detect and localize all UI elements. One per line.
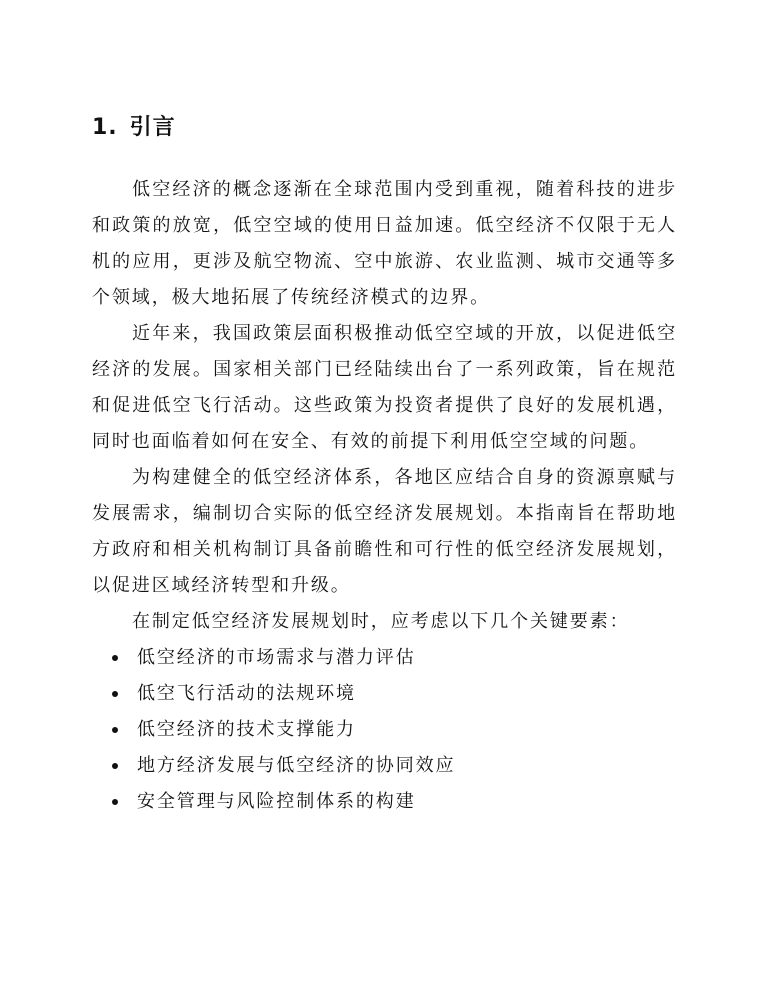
paragraph: 在制定低空经济发展规划时，应考虑以下几个关键要素： bbox=[132, 611, 630, 632]
bullet-dot-icon bbox=[112, 763, 118, 769]
list-item bbox=[92, 784, 677, 820]
list-item-text: 安全管理与风险控制体系的构建 bbox=[137, 791, 416, 812]
list-item-text: 低空飞行活动的法规环境 bbox=[137, 683, 356, 704]
list-item-text: 低空经济的市场需求与潜力评估 bbox=[137, 647, 416, 668]
paragraph: 为构建健全的低空经济体系，各地区应结合自身的资源禀赋与发展需求，编制切合实际的低空经济发展规划。本指南旨在帮助地方政府和相关机构制订具备前瞻性和可行性的低空经济发展规划，以促进区域经济转型和升级。 bbox=[92, 467, 677, 596]
section-title: 引言 bbox=[129, 115, 176, 140]
paragraph: 低空经济的概念逐渐在全球范围内受到重视，随着科技的进步和政策的放宽，低空空域的使用日益加速。低空经济不仅限于无人机的应用，更涉及航空物流、空中旅游、农业监测、城市交通等多个领域，极大地拓展了传统经济模式的边界。 bbox=[92, 179, 677, 308]
list-item bbox=[92, 712, 677, 748]
list-item bbox=[92, 676, 677, 712]
bullet-dot-icon bbox=[112, 727, 118, 733]
list-item bbox=[92, 640, 677, 676]
bullet-list bbox=[92, 640, 677, 820]
document-body bbox=[92, 172, 677, 820]
section-number: 1. bbox=[92, 115, 118, 140]
paragraph: 近年来，我国政策层面积极推动低空空域的开放，以促进低空经济的发展。国家相关部门已经陆续出台了一系列政策，旨在规范和促进低空飞行活动。这些政策为投资者提供了良好的发展机遇，同时也面临着如何在安全、有效的前提下利用低空空域的问题。 bbox=[92, 323, 677, 452]
section-heading bbox=[92, 110, 176, 146]
bullet-dot-icon bbox=[112, 655, 118, 661]
bullet-dot-icon bbox=[112, 691, 118, 697]
list-item-text: 地方经济发展与低空经济的协同效应 bbox=[137, 755, 456, 776]
bullet-dot-icon bbox=[112, 799, 118, 805]
list-item-text: 低空经济的技术支撑能力 bbox=[137, 719, 356, 740]
list-item bbox=[92, 748, 677, 784]
